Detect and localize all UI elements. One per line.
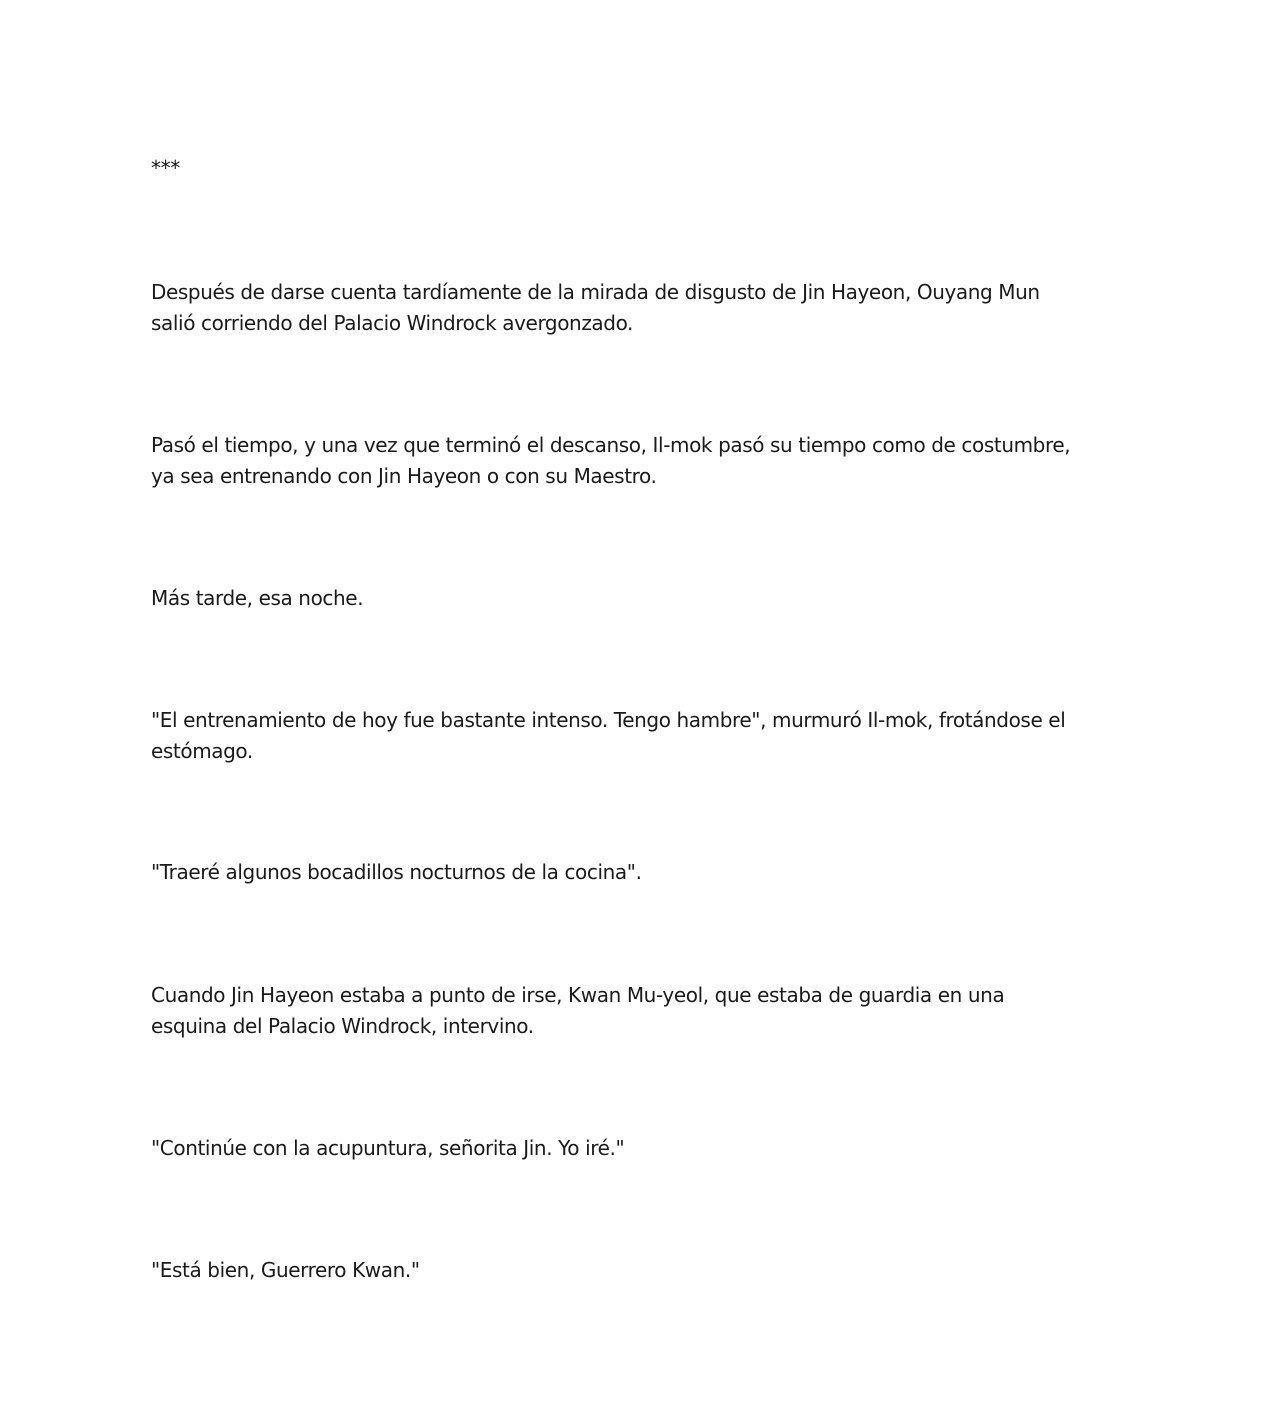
text-line: ya sea entrenando con Jin Hayeon o con su Maestro. <box>151 464 657 488</box>
text-line: Más tarde, esa noche. <box>151 586 364 610</box>
paragraph-4 <box>151 705 1141 767</box>
text-line: Pasó el tiempo, y una vez que terminó el descanso, Il-mok pasó su tiempo como de costumbre, <box>151 433 1071 457</box>
text-line: Después de darse cuenta tardíamente de la mirada de disgusto de Jin Hayeon, Ouyang Mun <box>151 280 1040 304</box>
paragraph-5 <box>151 857 1141 888</box>
paragraph-2 <box>151 430 1141 492</box>
text-line: *** <box>151 156 180 180</box>
text-line: salió corriendo del Palacio Windrock avergonzado. <box>151 311 634 335</box>
text-line: "Está bien, Guerrero Kwan." <box>151 1258 420 1282</box>
text-line: estómago. <box>151 739 253 763</box>
paragraph-7 <box>151 1133 1141 1164</box>
text-line: Cuando Jin Hayeon estaba a punto de irse, Kwan Mu-yeol, que estaba de guardia en una <box>151 983 1005 1007</box>
paragraph-6 <box>151 980 1141 1042</box>
paragraph-3 <box>151 583 1141 614</box>
text-line: "Traeré algunos bocadillos nocturnos de la cocina". <box>151 860 642 884</box>
text-line: "Continúe con la acupuntura, señorita Jin. Yo iré." <box>151 1136 625 1160</box>
paragraph-1 <box>151 277 1141 339</box>
text-line: "El entrenamiento de hoy fue bastante intenso. Tengo hambre", murmuró Il-mok, frotándose el <box>151 708 1066 732</box>
scene-break <box>151 153 1141 184</box>
paragraph-8 <box>151 1255 1141 1286</box>
text-line: esquina del Palacio Windrock, intervino. <box>151 1014 534 1038</box>
